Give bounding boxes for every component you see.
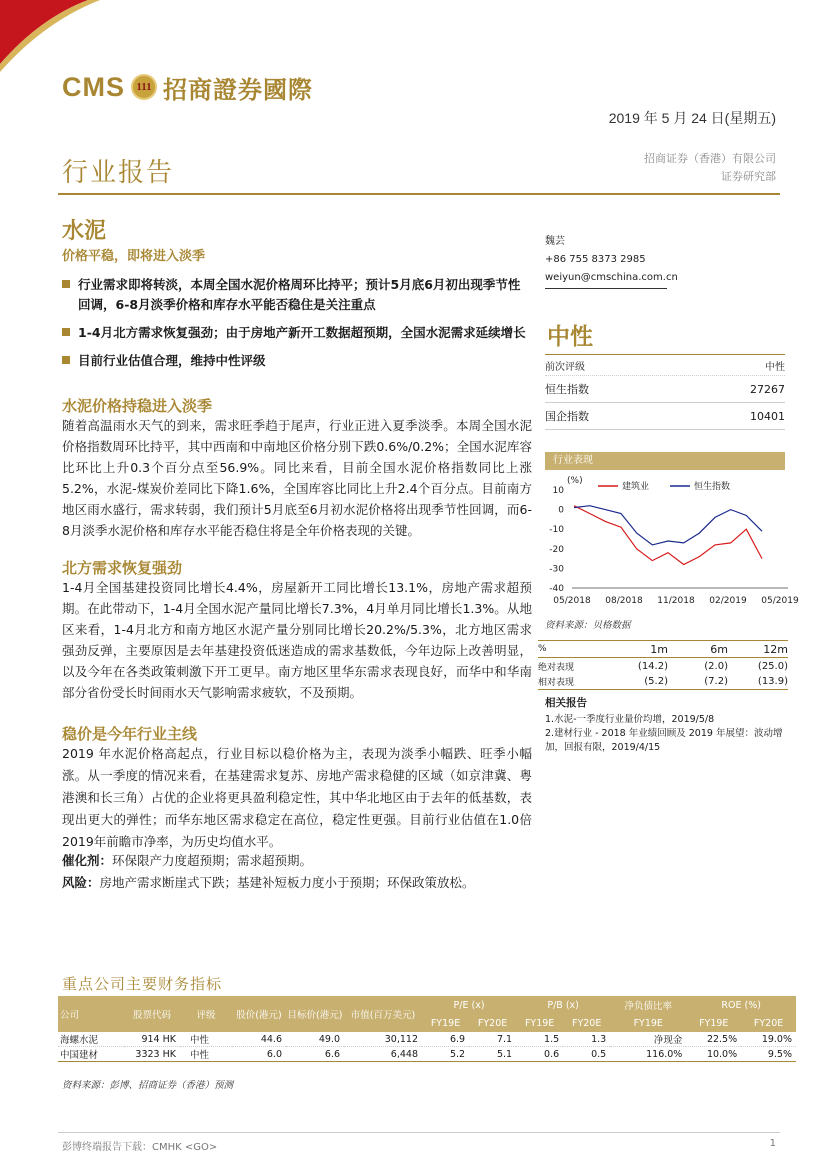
series-line-hsi [574,506,762,545]
fin-cell: 中性 [190,1050,210,1061]
rating-row [545,403,785,430]
fin-cell: 3323 HK [135,1048,176,1060]
x-tick-label: 02/2019 [709,596,747,606]
section-body: 随着高温雨水天气的到来，需求旺季趋于尾声，行业正进入夏季淡季。本周全国水泥价格指数周环比持平，其中西南和中南地区价格分别下跌0.6%/0.2%；全国水泥库容比环比上升0.3个百分点至56.9%。同比来看，目前全国水泥价格指数同比上涨5.2%，水泥-煤炭价差同比下降1.6%，全国库容比同比上升2.4个百分点。目前南方地区雨水盛行，需求转弱，我们预计5月底至6月初水泥价格将出现季节性回调，而6-8月淡季水泥价格和库存水平能否稳住将是全年价格表现的关键。 [62,418,532,538]
related-report-link[interactable]: 1.水泥-一季度行业量价均增，2019/5/8 [545,714,715,725]
analyst-divider [545,288,667,289]
firm-department: 证券研究部 [721,170,776,183]
key-point: 1-4月北方需求恢复强劲；由于房地产新开工数据超预期，全国水泥需求延续增长 [62,323,532,343]
fin-subheader-cell: FY20E [563,1014,610,1032]
perf-cell: (13.9) [757,676,788,687]
company-logo [62,70,313,104]
rating-row [545,354,785,376]
perf-cell: (14.2) [637,660,668,672]
performance-row [538,674,788,690]
performance-row [538,658,788,674]
series-line-construction [574,506,762,565]
risk-label: 风险： [62,875,100,890]
table-row [58,1047,796,1062]
fin-subheader-cell: FY19E [516,1014,563,1032]
fin-cell: 0.5 [591,1048,607,1060]
firm-name: 招商证券（香港）有限公司 [644,152,776,165]
section-heading: 水泥价格持稳进入淡季 [62,397,213,415]
fin-cell-company: 海螺水泥 [60,1035,99,1046]
fin-cell: 49.0 [318,1033,340,1045]
firm-info [644,150,776,186]
catalyst-label: 催化剂： [62,853,113,868]
rating-row-value: 10401 [750,409,785,423]
rating-row-value: 27267 [750,382,785,396]
fin-cell: 44.6 [260,1033,282,1045]
document-type: 行业报告 [62,158,175,188]
catalyst-text: 环保限产力度超预期；需求超预期。 [112,853,313,868]
catalyst-line [62,850,532,871]
fin-subheader-cell: FY20E [741,1014,796,1032]
report-date: 2019 年 5 月 24 日(星期五) [608,110,776,126]
rating-row-label: 国企指数 [545,410,589,423]
financial-table [58,996,796,1062]
fin-cell: 6.0 [266,1048,282,1060]
footer-divider [58,1132,780,1133]
analyst-name: 魏芸 [545,236,565,247]
y-tick-label: -20 [549,544,564,555]
perf-cell: (2.0) [704,660,728,672]
fin-cell: 0.6 [544,1048,560,1060]
legend-label-hsi: 恒生指数 [694,482,731,492]
fin-header-cell: P/B (x) [516,996,610,1014]
fin-header-cell: 评级 [180,996,232,1032]
related-reports [545,696,790,755]
fin-cell: 1.3 [591,1033,607,1045]
perf-header-cell: 12m [763,642,788,656]
key-point: 行业需求即将转淡，本周全国水泥价格周环比持平；预计5月底6月初出现季节性回调，6-8月淡季价格和库存水平能否稳住是关注重点 [62,275,532,315]
perf-cell: (7.2) [704,676,728,687]
perf-row-label: 绝对表现 [538,662,575,673]
section-body: 2019 年水泥价格高起点，行业目标以稳价格为主，表现为淡季小幅跌、旺季小幅涨。从一季度的情况来看，在基建需求复苏、房地产需求稳健的区域（如京津冀、粤港澳和长三角）占优的企业将更具盈利稳定性，其中华北地区由于去年的低基数，表现出更大的弹性；而华东地区需求稳定在高位，稳定性更强。目前行业估值在1.0倍2019年前瞻市净率，为历史均值水平。 [62,746,532,849]
x-tick-label: 05/2019 [761,596,799,606]
perf-cell: (25.0) [757,660,788,672]
x-tick-label: 05/2018 [553,596,591,606]
page-number: 1 [769,1138,776,1149]
chart-source: 资料来源：贝格数据 [545,620,631,631]
perf-cell: (5.2) [644,676,668,687]
footer-text: 彭博终端报告下载：CMHK <GO> [62,1142,218,1153]
financial-table-source: 资料来源：彭博、招商证券（香港）预测 [62,1080,234,1091]
perf-header-cell: 6m [710,642,728,656]
perf-row-label: 相对表现 [538,678,575,688]
fin-cell: 中性 [190,1035,210,1046]
fin-header-cell: 公司 [58,996,124,1032]
fin-cell: 22.5% [706,1033,738,1045]
fin-cell: 6.6 [324,1048,340,1060]
related-report-link[interactable]: 2.建材行业 - 2018 年业绩回顾及 2019 年展望：波动增加，回报有限，2019/4/15 [545,728,783,753]
fin-cell: 1.5 [544,1033,560,1045]
header-divider [58,193,780,195]
x-tick-label: 08/2018 [605,596,643,606]
fin-header-cell: 目标价(港元) [286,996,344,1032]
fin-subheader-cell: FY19E [610,1014,686,1032]
fin-header-cell: P/E (x) [422,996,516,1014]
key-points [62,275,532,379]
analyst-info [545,233,678,289]
y-tick-label: 0 [558,505,564,516]
fin-subheader-cell: FY19E [422,1014,469,1032]
analyst-email[interactable]: weiyun@cmschina.com.cn [545,272,678,283]
financial-table-title: 重点公司主要财务指标 [62,975,223,993]
fin-cell: 9.5% [767,1048,792,1060]
fin-subheader-cell: FY19E [686,1014,741,1032]
fin-header-cell: ROE (%) [686,996,796,1014]
rating-table [545,354,785,430]
performance-table [538,640,788,690]
fin-cell: 6.9 [449,1033,466,1045]
legend-label-construction: 建筑业 [622,482,650,492]
section-heading: 稳价是今年行业主线 [62,725,198,743]
fin-cell: 净现金 [653,1035,683,1046]
logo-chinese-text: 招商證券國際 [163,74,313,104]
key-point: 目前行业估值合理，维持中性评级 [62,351,532,371]
fin-cell: 7.1 [496,1033,513,1045]
report-title: 水泥 [62,219,107,244]
risk-text: 房地产需求断崖式下跌；基建补短板力度小于预期；环保政策放松。 [99,875,475,890]
y-tick-label: -30 [549,564,564,575]
fin-header-cell: 股票代码 [124,996,180,1032]
fin-header-cell: 股价(港元) [232,996,286,1032]
perf-header-cell: 1m [650,642,668,656]
analyst-phone: +86 755 8373 2985 [545,254,646,265]
y-tick-label: 10 [552,486,564,496]
chart-ylabel: (%) [567,476,583,486]
perf-header-cell: % [538,644,547,654]
rating-row-value: 中性 [765,361,785,373]
fin-cell: 6,448 [390,1048,418,1060]
logo-badge-icon: 111 [131,74,157,100]
y-tick-label: -40 [549,584,564,594]
rating-row [545,376,785,403]
fin-header-cell: 市值(百万美元) [344,996,422,1032]
x-tick-label: 11/2018 [657,596,695,606]
fin-cell: 19.0% [761,1033,792,1045]
section-heading: 北方需求恢复强劲 [62,559,183,577]
fin-cell: 116.0% [646,1048,683,1060]
section-body: 1-4月全国基建投资同比增长4.4%，房屋新开工同比增长13.1%，房地产需求超预期。在此带动下，1-4月全国水泥产量同比增长7.3%，4月单月同比增长1.3%。从地区来看，1-4月北方和南方地区水泥产量分别同比增长20.2%/5.3%，北方地区需求强劲反弹，主要原因是去年基建投资低迷造成的需求基数低，今年边际上改善明显，以及今年在各类政策刺激下开工更早。南方地区里华东需求表现良好，而华中和华南部分省份受长时间雨水天气影响需求疲软，不及预期。 [62,580,532,700]
y-tick-label: -10 [549,525,564,536]
logo-cms-text: CMS [62,71,125,102]
rating-value: 中性 [547,324,593,350]
performance-header-row [538,640,788,658]
chart-header: 行业表现 [545,452,785,470]
rating-row-label: 恒生指数 [545,383,589,396]
table-row [58,1032,796,1047]
fin-cell: 10.0% [706,1048,738,1060]
rating-row-label: 前次评级 [545,361,585,373]
fin-subheader-cell: FY20E [469,1014,516,1032]
fin-cell-company: 中国建材 [60,1050,99,1061]
fin-cell: 5.1 [496,1048,513,1060]
fin-cell: 30,112 [384,1033,418,1045]
related-heading: 相关报告 [545,697,587,709]
risk-line [62,872,532,893]
report-subtitle: 价格平稳，即将进入淡季 [62,249,206,264]
fin-header-cell: 净负债比率 [610,996,686,1014]
fin-cell: 5.2 [449,1048,466,1060]
fin-cell: 914 HK [141,1033,176,1045]
performance-chart [540,472,799,612]
